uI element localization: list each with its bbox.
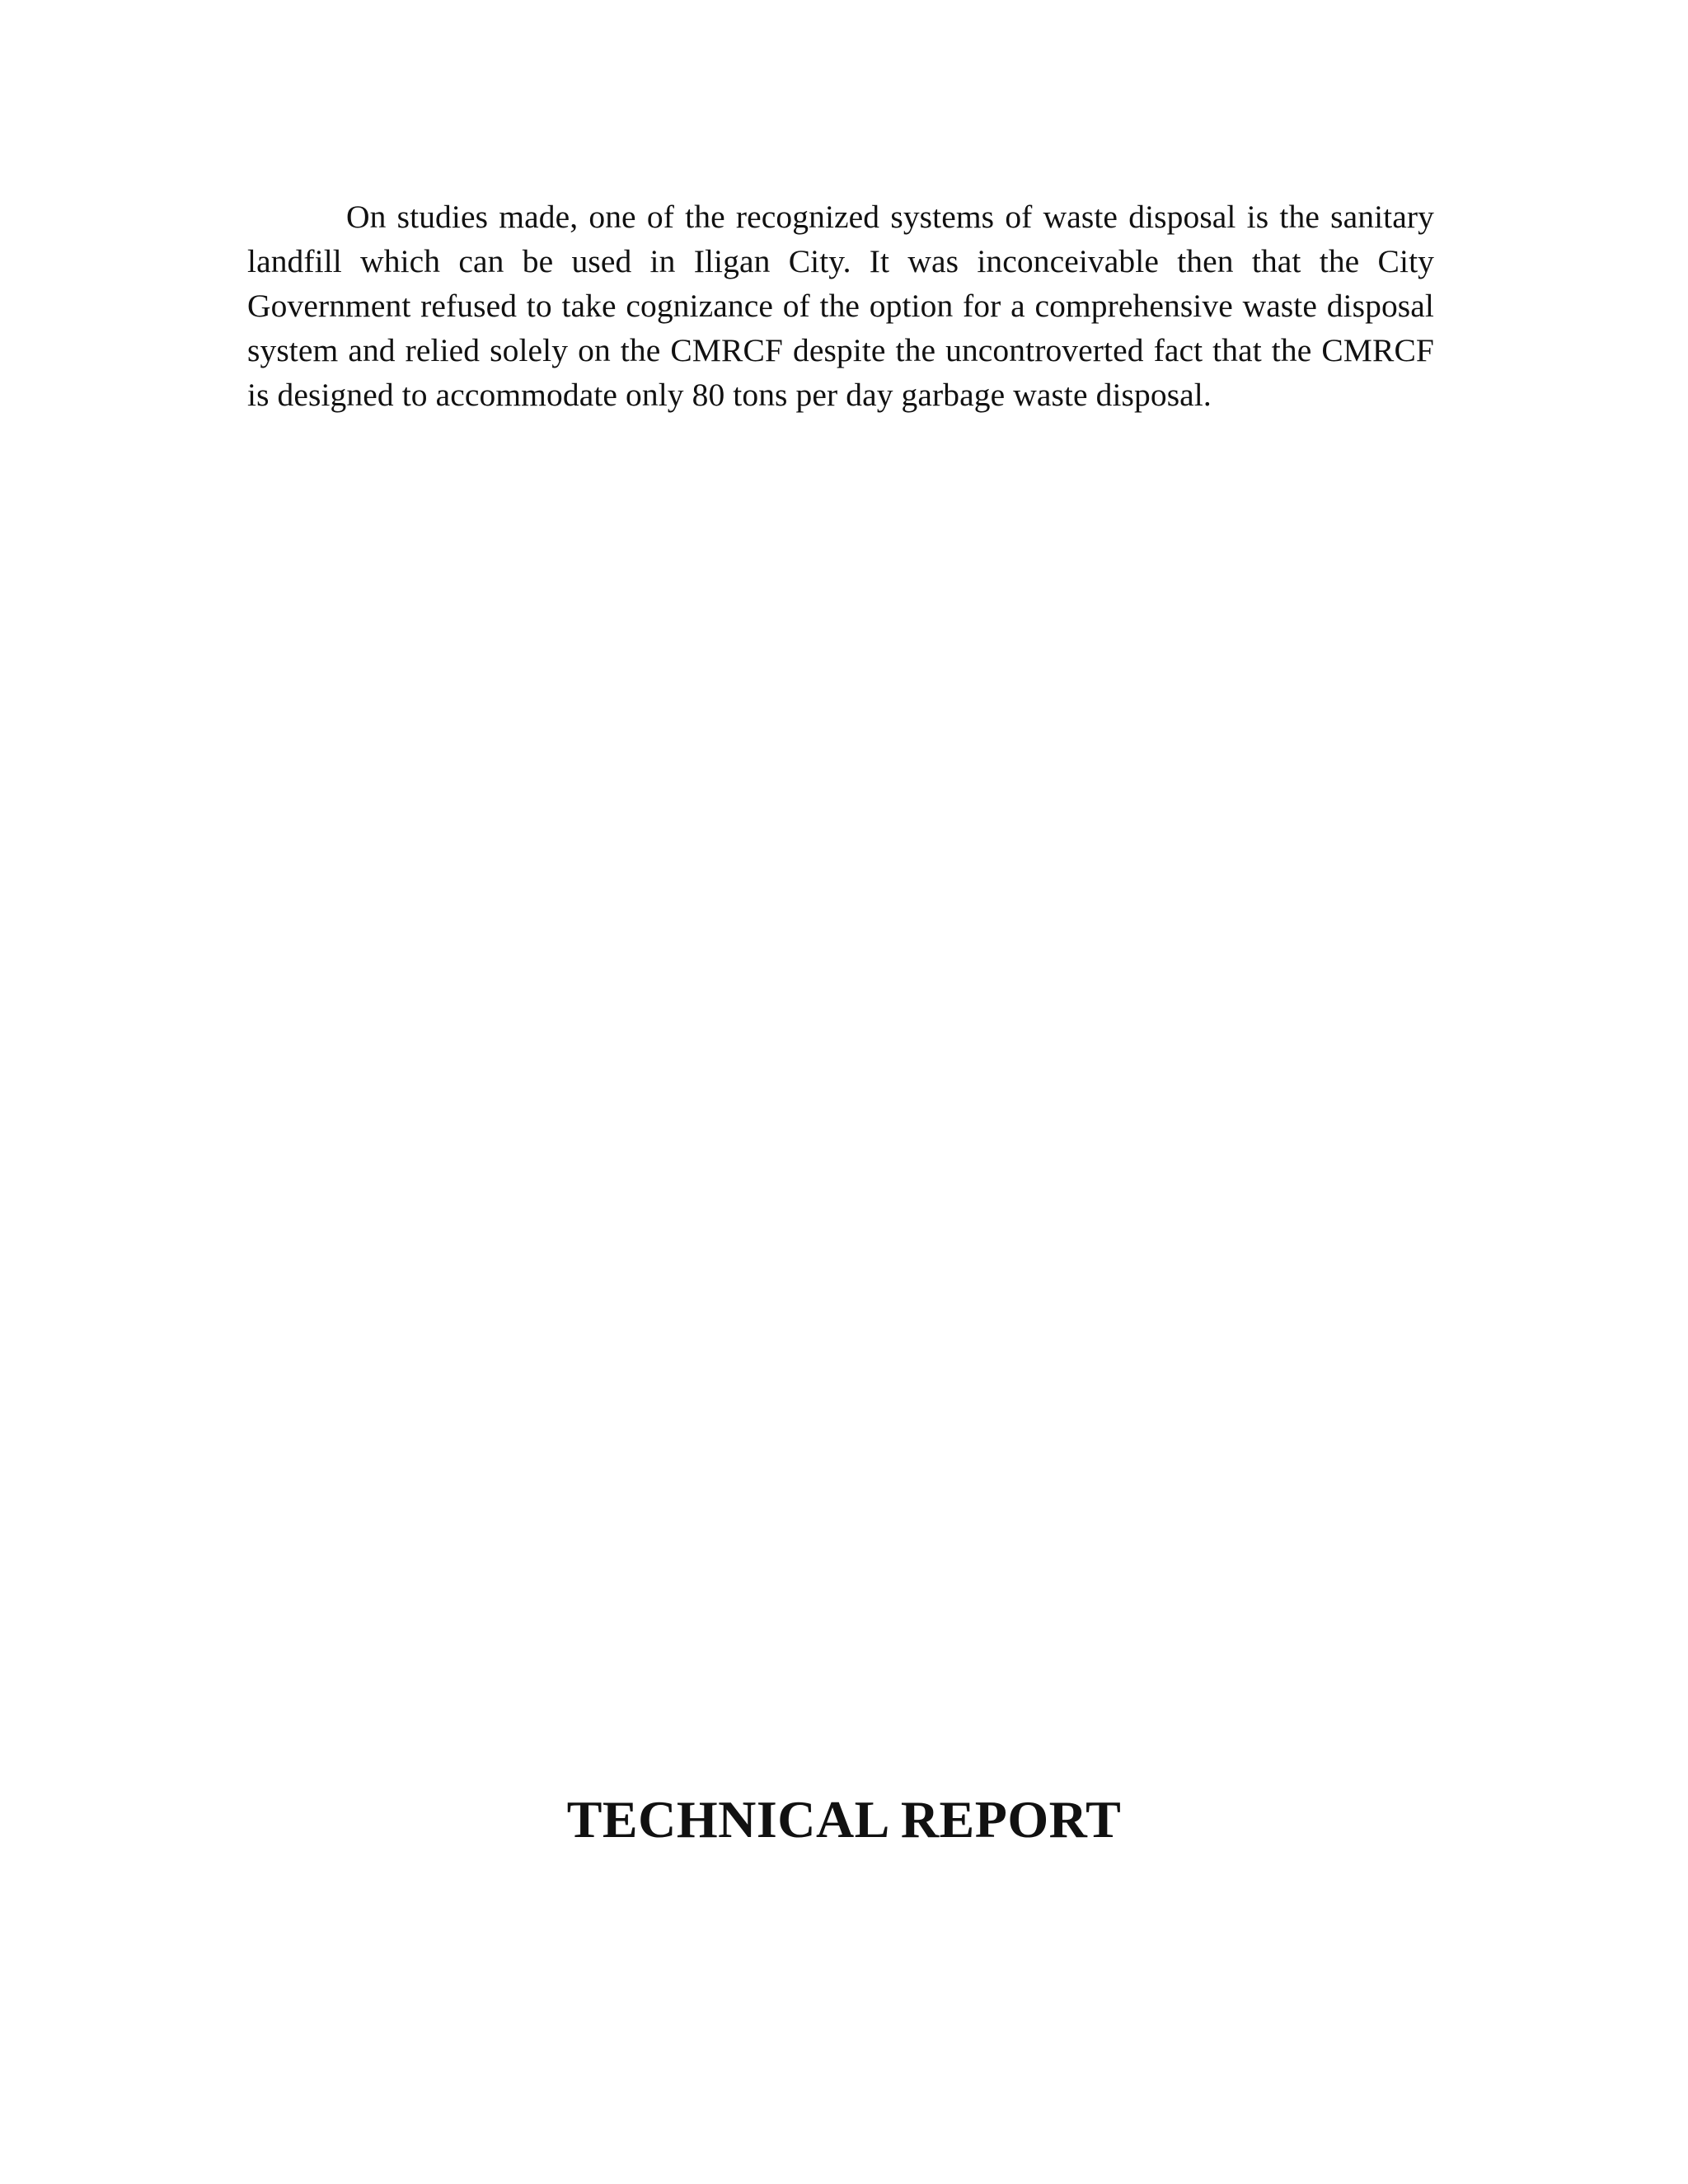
section-heading: TECHNICAL REPORT: [566, 1790, 1122, 1849]
body-paragraph: On studies made, one of the recognized systems of waste disposal is the sanitary landfill which can be used in Iligan City. It was inconceivable then that the City Government refused to take cognizance of the option for a comprehensive waste disposal system and relied solely on the CMRCF despite the uncontroverted fact that the CMRCF is designed to accommodate only 80 tons per day garbage waste disposal.: [247, 199, 1434, 413]
